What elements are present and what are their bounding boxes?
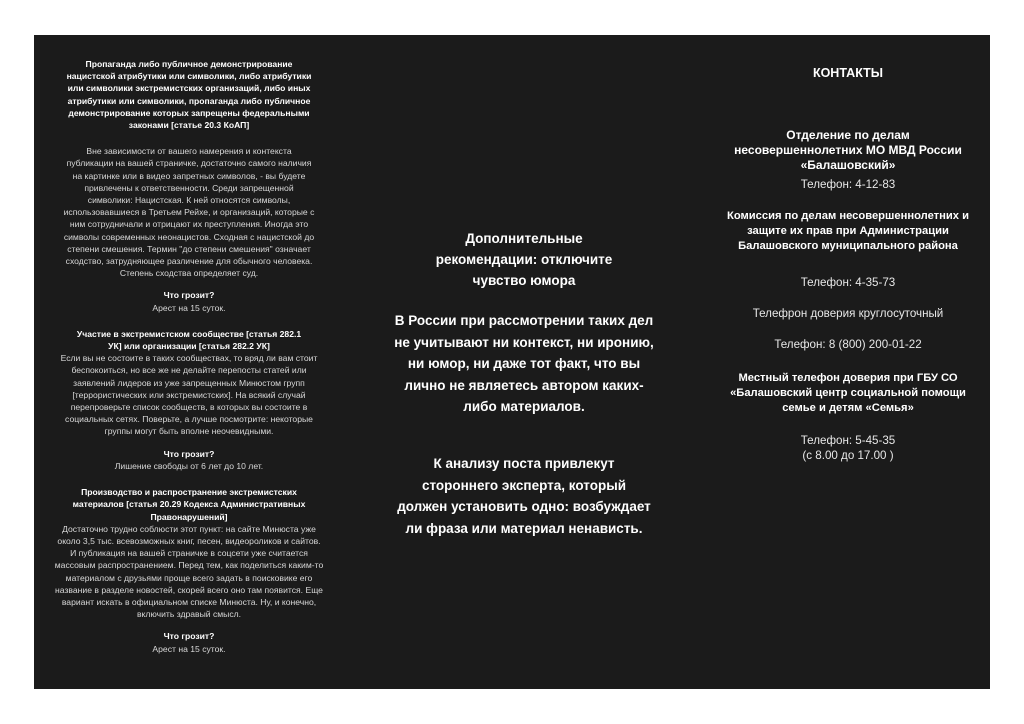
smiley-pattern-icon [706, 0, 774, 34]
smiley-pattern-icon [40, 0, 108, 34]
threat-label: Что грозит? [163, 631, 215, 642]
section-title-extremist-community: Участие в экстремистском сообществе [статья 282.1 УК] или организации [статья 282.2 УК] [76, 328, 302, 352]
hotline-phone: Телефон: 8 (800) 200-01-22 [774, 338, 922, 351]
smiley-pattern-icon [1002, 475, 1024, 543]
hotline-label: Телефрон доверия круглосуточный [752, 307, 944, 320]
contacts-title: КОНТАКТЫ [812, 66, 884, 80]
smiley-pattern-icon [1002, 602, 1024, 670]
smiley-pattern-icon [1002, 0, 1024, 34]
smiley-pattern-icon [928, 0, 996, 34]
middle-column [374, 35, 674, 689]
smiley-pattern-icon [0, 221, 34, 289]
smiley-pattern-icon [188, 0, 256, 34]
smiley-pattern-icon [0, 93, 34, 161]
contact-org-juvenile-police: Отделение по делам несовершеннолетних МО МВД России «Балашовский» [734, 128, 962, 172]
smiley-pattern-icon [1002, 221, 1024, 289]
threat-label: Что грозит? [163, 448, 215, 459]
smiley-pattern-icon [484, 0, 552, 34]
section-title-nazi-symbols: Пропаганда либо публичное демонстрирование нацистской атрибутики или символики, либо атрибутики или символики экстремистских организаций, либо иных атрибутики или символики, пропаганда либо публичное демонстрирование которых запрещены федеральными законами [статье 20.3 КоАП] [66, 59, 312, 131]
threat-value: Лишение свободы от 6 лет до 10 лет. [114, 460, 264, 471]
contact-phone-family-center: Телефон: 5-45-35 [800, 434, 896, 447]
smiley-pattern-icon [1002, 93, 1024, 161]
contact-hours-family-center: (с 8.00 до 17.00 ) [802, 449, 894, 462]
smiley-pattern-icon [114, 0, 182, 34]
left-column [34, 35, 344, 689]
threat-label: Что грозит? [163, 290, 215, 301]
smiley-pattern-icon [336, 0, 404, 34]
contact-phone-juvenile-commission: Телефон: 4-35-73 [800, 276, 896, 289]
smiley-pattern-icon [0, 348, 34, 416]
threat-value: Арест на 15 суток. [152, 302, 226, 313]
contact-org-juvenile-commission: Комиссия по делам несовершеннолетних и защите их прав при Администрации Балашовского муниципального района [726, 210, 969, 252]
contact-phone-juvenile-police: Телефон: 4-12-83 [800, 178, 896, 191]
threat-value: Арест на 15 суток. [152, 643, 226, 654]
recommendations-paragraph-1: В России при рассмотрении таких дел не учитывают ни контекст, ни иронию, ни юмор, ни даже тот факт, что вы лично не являетесь автором каких-либо материалов. [394, 313, 654, 414]
recommendations-heading: Дополнительные рекомендации: отключите чувство юмора [435, 231, 613, 288]
section-body-extremist-community: Если вы не состоите в таких сообществах, то вряд ли вам стоит беспокоиться, но все же не делайте перепосты статей или заявлений лидеров из уже запрещенных Минюстом групп [террористических или экстремистских]. На всякий случай перепроверьте список сообществ, в которых вы состоите в социальных сетях. Поверьте, а лучше посмотрите: некоторые группы могут быть вполне неочевидными. [60, 353, 318, 437]
smiley-pattern-icon [854, 0, 922, 34]
smiley-pattern-icon [558, 0, 626, 34]
section-body-nazi-symbols: Вне зависимости от вашего намерения и контекста публикации на вашей страничке, достаточно самого наличия на картинке или в видео запретных символов, - вы будете привлечены к ответственности. Среди запрещенной символики: Нацистская. К ней относятся символы, использовавшиеся в Третьем Рейхе, и организаций, которые с ним сотрудничали и отрицают их преступления. Иногда это символы современных неонацистов. Сходная с нацистской до степени смешения. Термин "до степени смешения" означает сходство, затрудняющее различение для обычного человека. Степень сходства определяет суд. [63, 146, 315, 279]
smiley-pattern-icon [0, 0, 34, 34]
recommendations-paragraph-2: К анализу поста привлекут стороннего эксперта, который должен установить одно: возбуждает ли фраза или материал ненависть. [397, 456, 651, 536]
smiley-pattern-icon [410, 0, 478, 34]
section-title-extremist-materials: Производство и распространение экстремистских материалов [статья 20.29 Кодекса Административных Правонарушений] [72, 487, 306, 522]
smiley-pattern-icon [632, 0, 700, 34]
smiley-pattern-icon [0, 475, 34, 543]
section-body-extremist-materials: Достаточно трудно соблюсти этот пункт: на сайте Минюста уже около 3,5 тыс. всевозможных книг, песен, видеороликов и сайтов. И публикация на вашей страничке в соцсети уже считается массовым распространением. Перед тем, как поделиться каким-то материалом с друзьями проще всего задать в поисковике его название в разделе новостей, скорей всего оно там появится. Еще вариант искать в официальном списке Минюста. Ну, и конечно, включить здравый смысл. [54, 523, 324, 620]
contacts-column [706, 35, 990, 689]
smiley-pattern-icon [780, 0, 848, 34]
smiley-pattern-icon [1002, 348, 1024, 416]
contact-org-family-center: Местный телефон доверия при ГБУ СО «Балашовский центр социальной помощи семье и детям «Семья» [730, 372, 966, 414]
brochure-panel [34, 35, 990, 689]
smiley-pattern-icon [262, 0, 330, 34]
smiley-pattern-icon [0, 602, 34, 670]
